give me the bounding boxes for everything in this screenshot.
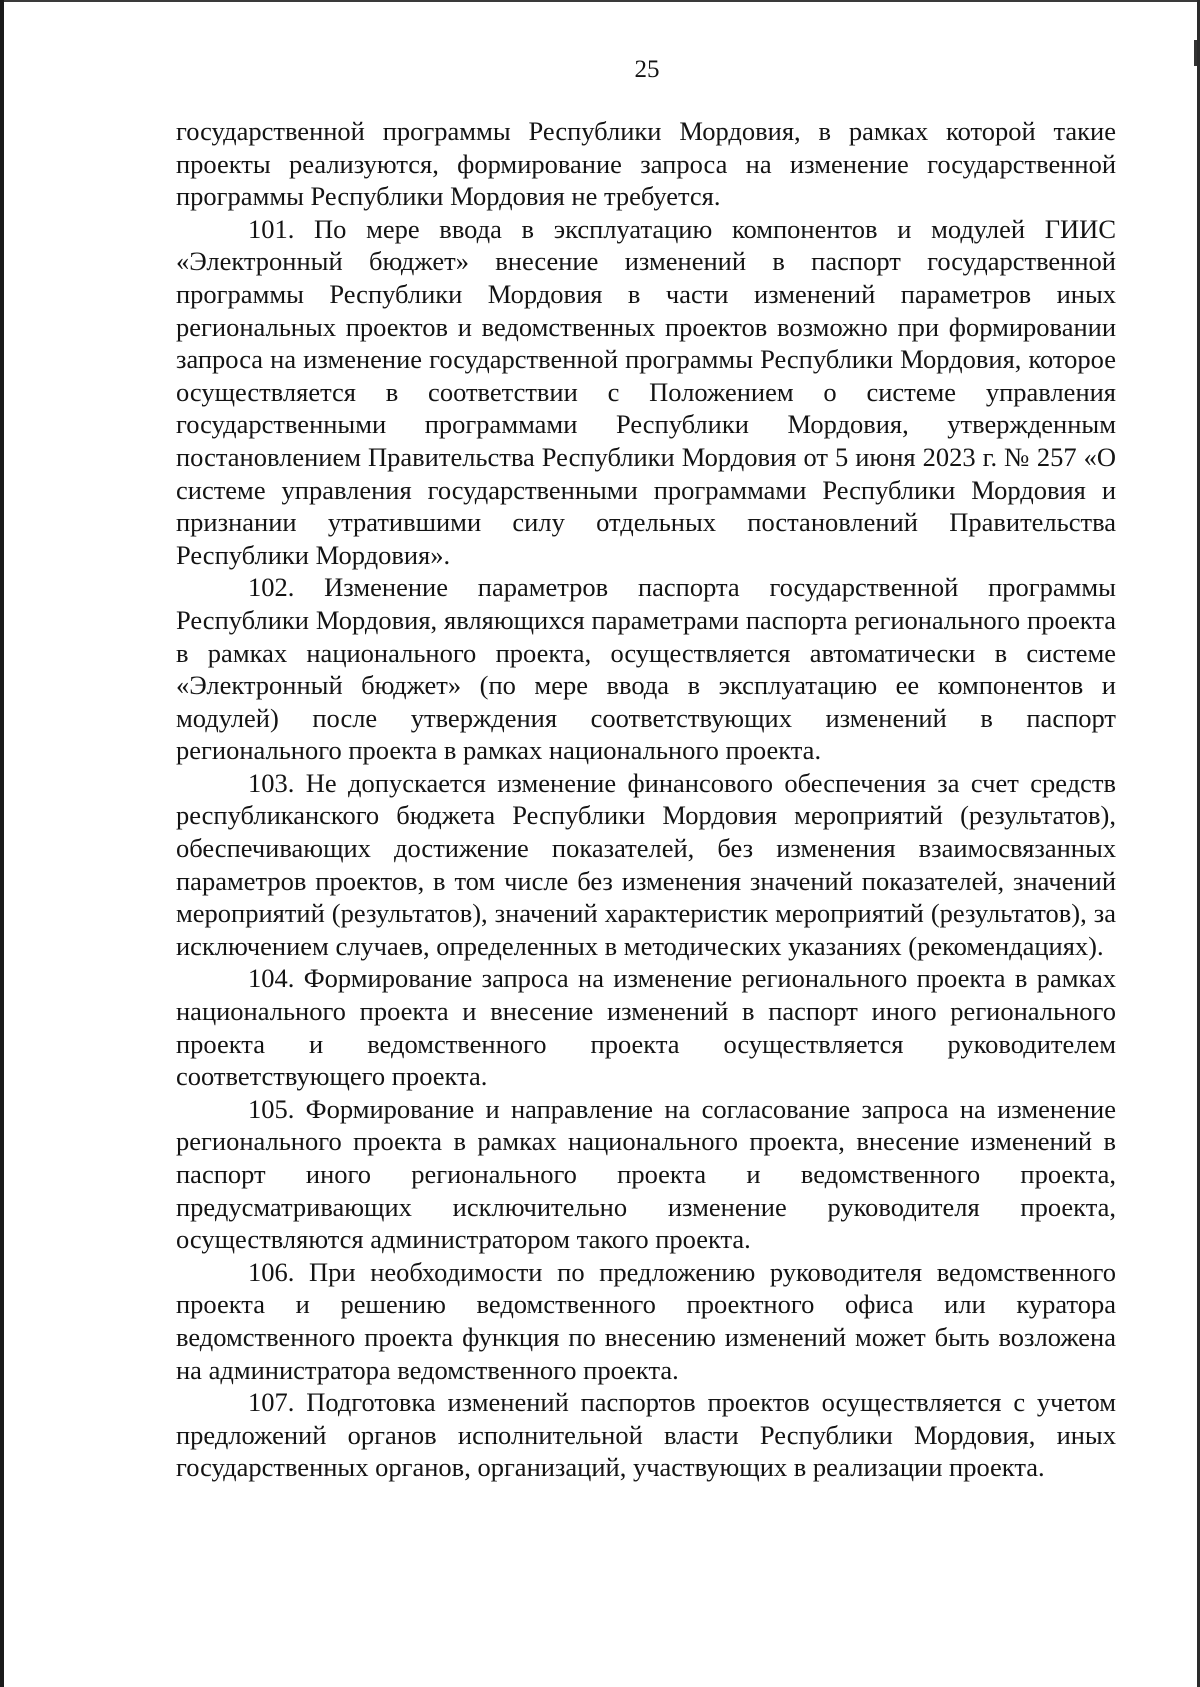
scan-border-left [0, 0, 4, 1687]
paragraph-106: 106. При необходимости по предложению руководителя ведомственного проекта и решению ведомственного проектного офиса или куратора ведомственного проекта функция по внесению изменений может быть возложена на администратора ведомственного проекта. [176, 1256, 1116, 1385]
paragraph-103: 103. Не допускается изменение финансового обеспечения за счет средств республиканского бюджета Республики Мордовия мероприятий (результатов), обеспечивающих достижение показателей, без изменения взаимосвязанных параметров проектов, в том числе без изменения значений показателей, значений мероприятий (результатов), значений характеристик мероприятий (результатов), за исключением случаев, определенных в методических указаниях (рекомендациях). [176, 767, 1116, 961]
paragraph-continuation: государственной программы Республики Мордовия, в рамках которой такие проекты реализуются, формирование запроса на изменение государственной программы Республики Мордовия не требуется. [176, 116, 1116, 212]
paragraph-105: 105. Формирование и направление на согласование запроса на изменение регионального проекта в рамках национального проекта, внесение изменений в паспорт иного регионального проекта и ведомственного проекта, предусматривающих исключительно изменение руководителя проекта, осуществляются администратором такого проекта. [176, 1093, 1116, 1255]
paragraph-104: 104. Формирование запроса на изменение регионального проекта в рамках национального проекта и внесение изменений в паспорт иного регионального проекта и ведомственного проекта осуществляется руководителем соответствующего проекта. [176, 963, 1116, 1092]
page-number: 25 [634, 56, 660, 83]
paragraph-102: 102. Изменение параметров паспорта государственной программы Республики Мордовия, являющихся параметрами паспорта регионального проекта в рамках национального проекта, осуществляется автоматически в системе «Электронный бюджет» (по мере ввода в эксплуатацию ее компонентов и модулей) после утверждения соответствующих изменений в паспорт регионального проекта в рамках национального проекта. [176, 572, 1116, 766]
paragraph-101: 101. По мере ввода в эксплуатацию компонентов и модулей ГИИС «Электронный бюджет» внесение изменений в паспорт государственной программы Республики Мордовия в части изменений параметров иных региональных проектов и ведомственных проектов возможно при формировании запроса на изменение государственной программы Республики Мордовия, которое осуществляется в соответствии с Положением о системе управления государственными программами Республики Мордовия, утвержденным постановлением Правительства Республики Мордовия от 5 июня 2023 г. № 257 «О системе управления государственными программами Республики Мордовия и признании утратившими силу отдельных постановлений Правительства Республики Мордовия». [176, 213, 1116, 570]
paragraph-107: 107. Подготовка изменений паспортов проектов осуществляется с учетом предложений органов исполнительной власти Республики Мордовия, иных государственных органов, организаций, участвующих в реализации проекта. [176, 1387, 1116, 1483]
document-body [176, 115, 1116, 1484]
scan-border-top [0, 0, 1200, 2]
